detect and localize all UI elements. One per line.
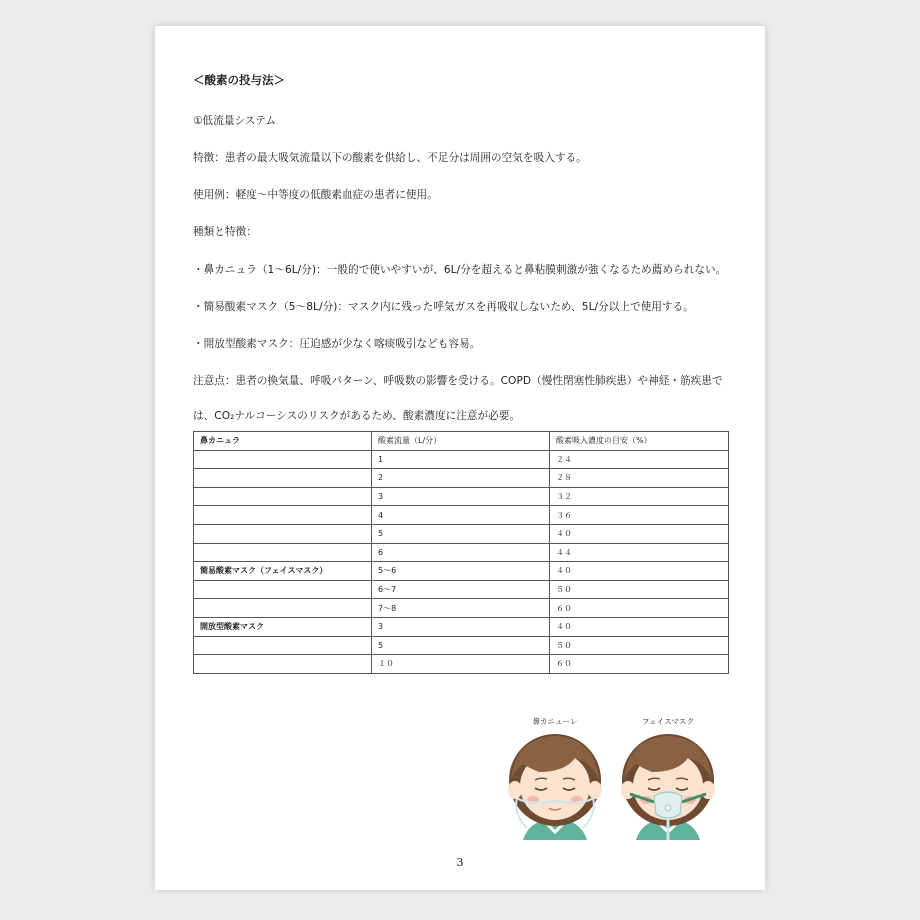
table-row [194,580,729,599]
flow-cell: 3 [372,617,550,636]
device-cell: 開放型酸素マスク [194,617,372,636]
concentration-cell: ４０ [550,524,729,543]
device-cell [194,655,372,674]
table-header-concentration: 酸素吸入濃度の目安（%） [550,432,729,451]
paragraph-open-mask: ・開放型酸素マスク：圧迫感が少なく喀痰吸引なども容易。 [193,338,481,350]
section-heading: ＜酸素の投与法＞ [193,73,285,87]
flow-cell: 5 [372,636,550,655]
table-row [194,543,729,562]
flow-cell: 6 [372,543,550,562]
flow-cell: 5〜6 [372,562,550,581]
paragraph-caution-line1: 注意点：患者の換気量、呼吸パターン、呼吸数の影響を受ける。COPD（慢性閉塞性肺疾患）や神経・筋疾患で [193,375,723,387]
concentration-cell: ４０ [550,617,729,636]
device-cell [194,450,372,469]
flow-cell: 7〜8 [372,599,550,618]
table-row [194,469,729,488]
concentration-cell: ５０ [550,636,729,655]
concentration-cell: ３２ [550,487,729,506]
paragraph-simple-mask: ・簡易酸素マスク（5〜8L/分)：マスク内に残った呼気ガスを再吸収しないため、5L/分以上で使用する。 [193,301,694,313]
table-row [194,450,729,469]
concentration-cell: ５０ [550,580,729,599]
paragraph-usage: 使用例：軽度〜中等度の低酸素血症の患者に使用。 [193,189,438,201]
paragraph-features: 特徴：患者の最大吸気流量以下の酸素を供給し、不足分は周囲の空気を吸入する。 [193,152,587,164]
table-header-flow: 酸素流量（L/分） [372,432,550,451]
device-cell [194,506,372,525]
table-row [194,617,729,636]
table-row [194,655,729,674]
device-cell [194,599,372,618]
face-mask-label: フェイスマスク [642,717,694,726]
device-cell [194,469,372,488]
flow-cell: 4 [372,506,550,525]
flow-cell: 6〜7 [372,580,550,599]
document-page [155,26,765,890]
concentration-cell: ３６ [550,506,729,525]
concentration-cell: ２８ [550,469,729,488]
concentration-cell: ６０ [550,599,729,618]
concentration-cell: ２４ [550,450,729,469]
nasal-cannula-illustration [495,728,615,840]
flow-cell: 3 [372,487,550,506]
paragraph-caution-line2: は、CO₂ナルコーシスのリスクがあるため、酸素濃度に注意が必要。 [193,410,521,422]
nasal-cannula-label: 鼻カニューレ [532,717,578,726]
flow-cell: １０ [372,655,550,674]
table-row [194,636,729,655]
device-cell [194,487,372,506]
paragraph-nasal-cannula: ・鼻カニュラ（1〜6L/分)：一般的で使いやすいが、6L/分を超えると鼻粘膜刺激が強くなるため薦められない。 [193,264,727,276]
table-header-row [194,432,729,451]
table-row [194,524,729,543]
table-header-device: 鼻カニュラ [194,432,372,451]
concentration-cell: ６０ [550,655,729,674]
page-number: 3 [456,856,464,869]
table-row [194,599,729,618]
concentration-cell: ４４ [550,543,729,562]
flow-cell: 1 [372,450,550,469]
table-row [194,487,729,506]
flow-cell: 2 [372,469,550,488]
oxygen-flow-table [193,431,729,674]
flow-cell: 5 [372,524,550,543]
face-mask-illustration [608,728,728,840]
device-cell [194,580,372,599]
concentration-cell: ４０ [550,562,729,581]
device-cell [194,636,372,655]
table-row [194,562,729,581]
subsection-title: ①低流量システム [193,115,276,127]
device-cell [194,543,372,562]
table-row [194,506,729,525]
device-cell: 簡易酸素マスク（フェイスマスク） [194,562,372,581]
device-cell [194,524,372,543]
paragraph-types-heading: 種類と特徴： [193,226,257,238]
